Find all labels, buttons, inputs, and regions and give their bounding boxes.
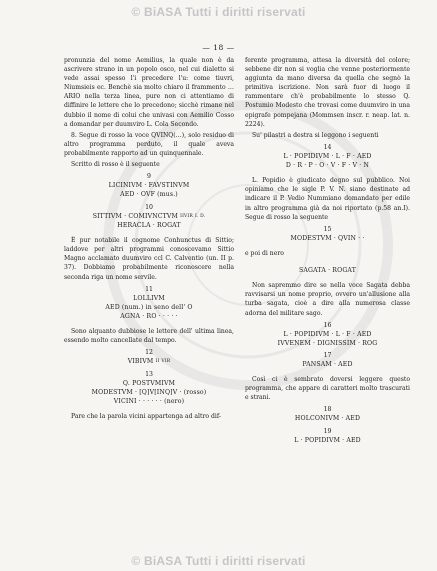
- inscription-line: AGNA · RO · · · · ·: [120, 313, 178, 321]
- inscription-subscript: VIR: [161, 359, 171, 365]
- inscription-line: D · R · P · O · V · F · V · N: [285, 162, 370, 170]
- inscription-line: MODESTVM · [Q]V[INQ]V · (rosso): [91, 389, 207, 397]
- inscription-line: L · POPIDIVM · L · F · AED: [283, 330, 372, 338]
- inscription-number: 11: [145, 285, 153, 293]
- paragraph: e poi di nero: [245, 249, 284, 257]
- inscription-superscript: II: [155, 359, 160, 365]
- paragraph: Pare che la parola vicini appartenga ad altro dif-: [71, 413, 221, 421]
- inscription-number: 18: [323, 406, 332, 414]
- inscription-number: 19: [323, 427, 332, 435]
- inscription-number: 13: [145, 370, 153, 378]
- inscription-line: AED (num.) in seno dell' O: [105, 303, 193, 311]
- inscription-line: IVVENEM · DIGNISSIM · ROG: [277, 339, 378, 347]
- inscription-number: 12: [145, 349, 153, 357]
- inscription-number: 9: [147, 173, 151, 181]
- inscription-line: Q. POSTVMIVM: [122, 379, 176, 387]
- paragraph: Sono alquanto dubbiose le lettere dell' ultima linea, essendo molto cancellate dal tempo.: [64, 328, 234, 345]
- inscription-subscript: I. D.: [195, 213, 206, 219]
- inscription-line: [64, 212, 234, 221]
- inscription-text: VIBIVM: [127, 358, 154, 366]
- inscription-line: PANSAM · AED: [302, 361, 353, 368]
- paragraph: Così ci è sembrato doversi leggere questo programma, che appare di caratteri molto trascurati e strani.: [245, 376, 410, 402]
- inscription-line: SAGATA · ROGAT: [299, 267, 356, 275]
- inscription-number: 10: [145, 203, 153, 211]
- inscription-line: AED · OVF (mus.): [120, 191, 178, 199]
- inscription-text: SITTIVM · COMIVNCTVM: [92, 212, 179, 220]
- right-column: [245, 56, 410, 445]
- inscription-number: 16: [323, 321, 332, 329]
- inscription-line: LOLLIVM: [133, 294, 165, 302]
- paragraph: Su' pilastri a destra si leggono i seguenti: [252, 131, 379, 139]
- inscription-line: L · POPIDIVM · L · F · AED: [283, 152, 372, 160]
- inscription-line: [64, 357, 234, 366]
- paragraph: L. Popidio è giudicato degno sul pubblico. Noi opiniamo che le sigle P. V. N. siano destinate ad indicare il P. Vedio Nummiano domandato per edile in altro programma già da noi riportato (p.58 an.I). Segue di rosso la seguente: [245, 177, 410, 221]
- paragraph: È pur notabile il cognome Conhunctus di Sittio; laddove per altri programmi conoscevamo Sittio Magno acclamato duumviro ccl C. Calventio (un. II p. 37). Dobbiamo probabilmente riconoscere nella seconda riga un nome servile.: [64, 237, 234, 281]
- paragraph: 8. Segue di rosso la voce QVINQ(…), solo residuo di altro programma perduto, il quale aveva probabilmente rapporto ad un quinquennale.: [64, 131, 234, 157]
- inscription-line: HOLCONIVM · AED: [294, 415, 361, 423]
- copyright-banner-top: © BiASA Tutti i diritti riservati: [131, 5, 306, 19]
- inscription-number: 15: [323, 225, 332, 233]
- inscription-number: 14: [323, 143, 332, 151]
- inscription-line: HERACLA · ROGAT: [117, 221, 181, 229]
- page-number: — 18 —: [202, 43, 235, 52]
- inscription-line: MODESTVM · QVIN · ·: [290, 234, 365, 242]
- inscription-line: L · POPIDIVM · AED: [294, 436, 361, 444]
- paragraph: Non sapremmo dire se nella voce Sagata debba ravvisarsi un nome proprio, ovvero un'allusione alla turba sagata, cioè a dire alla numerosa classe adorna del militare sago.: [245, 282, 410, 317]
- inscription-line: VICINI · · · · · · (nero): [113, 398, 185, 406]
- inscription-number: 17: [323, 352, 332, 359]
- left-column: [64, 56, 234, 424]
- paragraph: pronunzia del nome Aemilius, la quale non è da ascrivere strano in un popolo osco, nel cui dialetto si vede assai spesso l'i precedere l'u: come tiuvri, Niumsieis ec. Benchè sia molto chiaro il frammento … ARIO nella terza linea, pure non ci attentiamo di diffinire le lettere che lo precedono; sicchè rimane nel dubbio il nome di colui che univasi con Aemilio Cosso a domandar per duumviro L. Cola Secondo.: [64, 57, 234, 128]
- inscription-superscript: IIVIR: [180, 213, 193, 219]
- paragraph: Scritto di rosso è il seguente: [71, 161, 160, 169]
- copyright-banner-bottom: © BiASA Tutti i diritti riservati: [131, 554, 306, 568]
- paragraph: ferente programma, attesa la diversità del colore; sebbene dir non si voglia che venne posteriormente aggiunta da mano diversa da quella che segnò la primitiva iscrizione. Non sarà fuor di luogo il rammentare ch'è probabilmente lo stesso Q. Postumio Modesto che trovasi come duumviro in una epigrafe pompejana (Mommsen inscr. r. neap. lat. n. 2224).: [245, 57, 410, 128]
- inscription-line: LICINIVM · FAVSTINVM: [108, 182, 190, 190]
